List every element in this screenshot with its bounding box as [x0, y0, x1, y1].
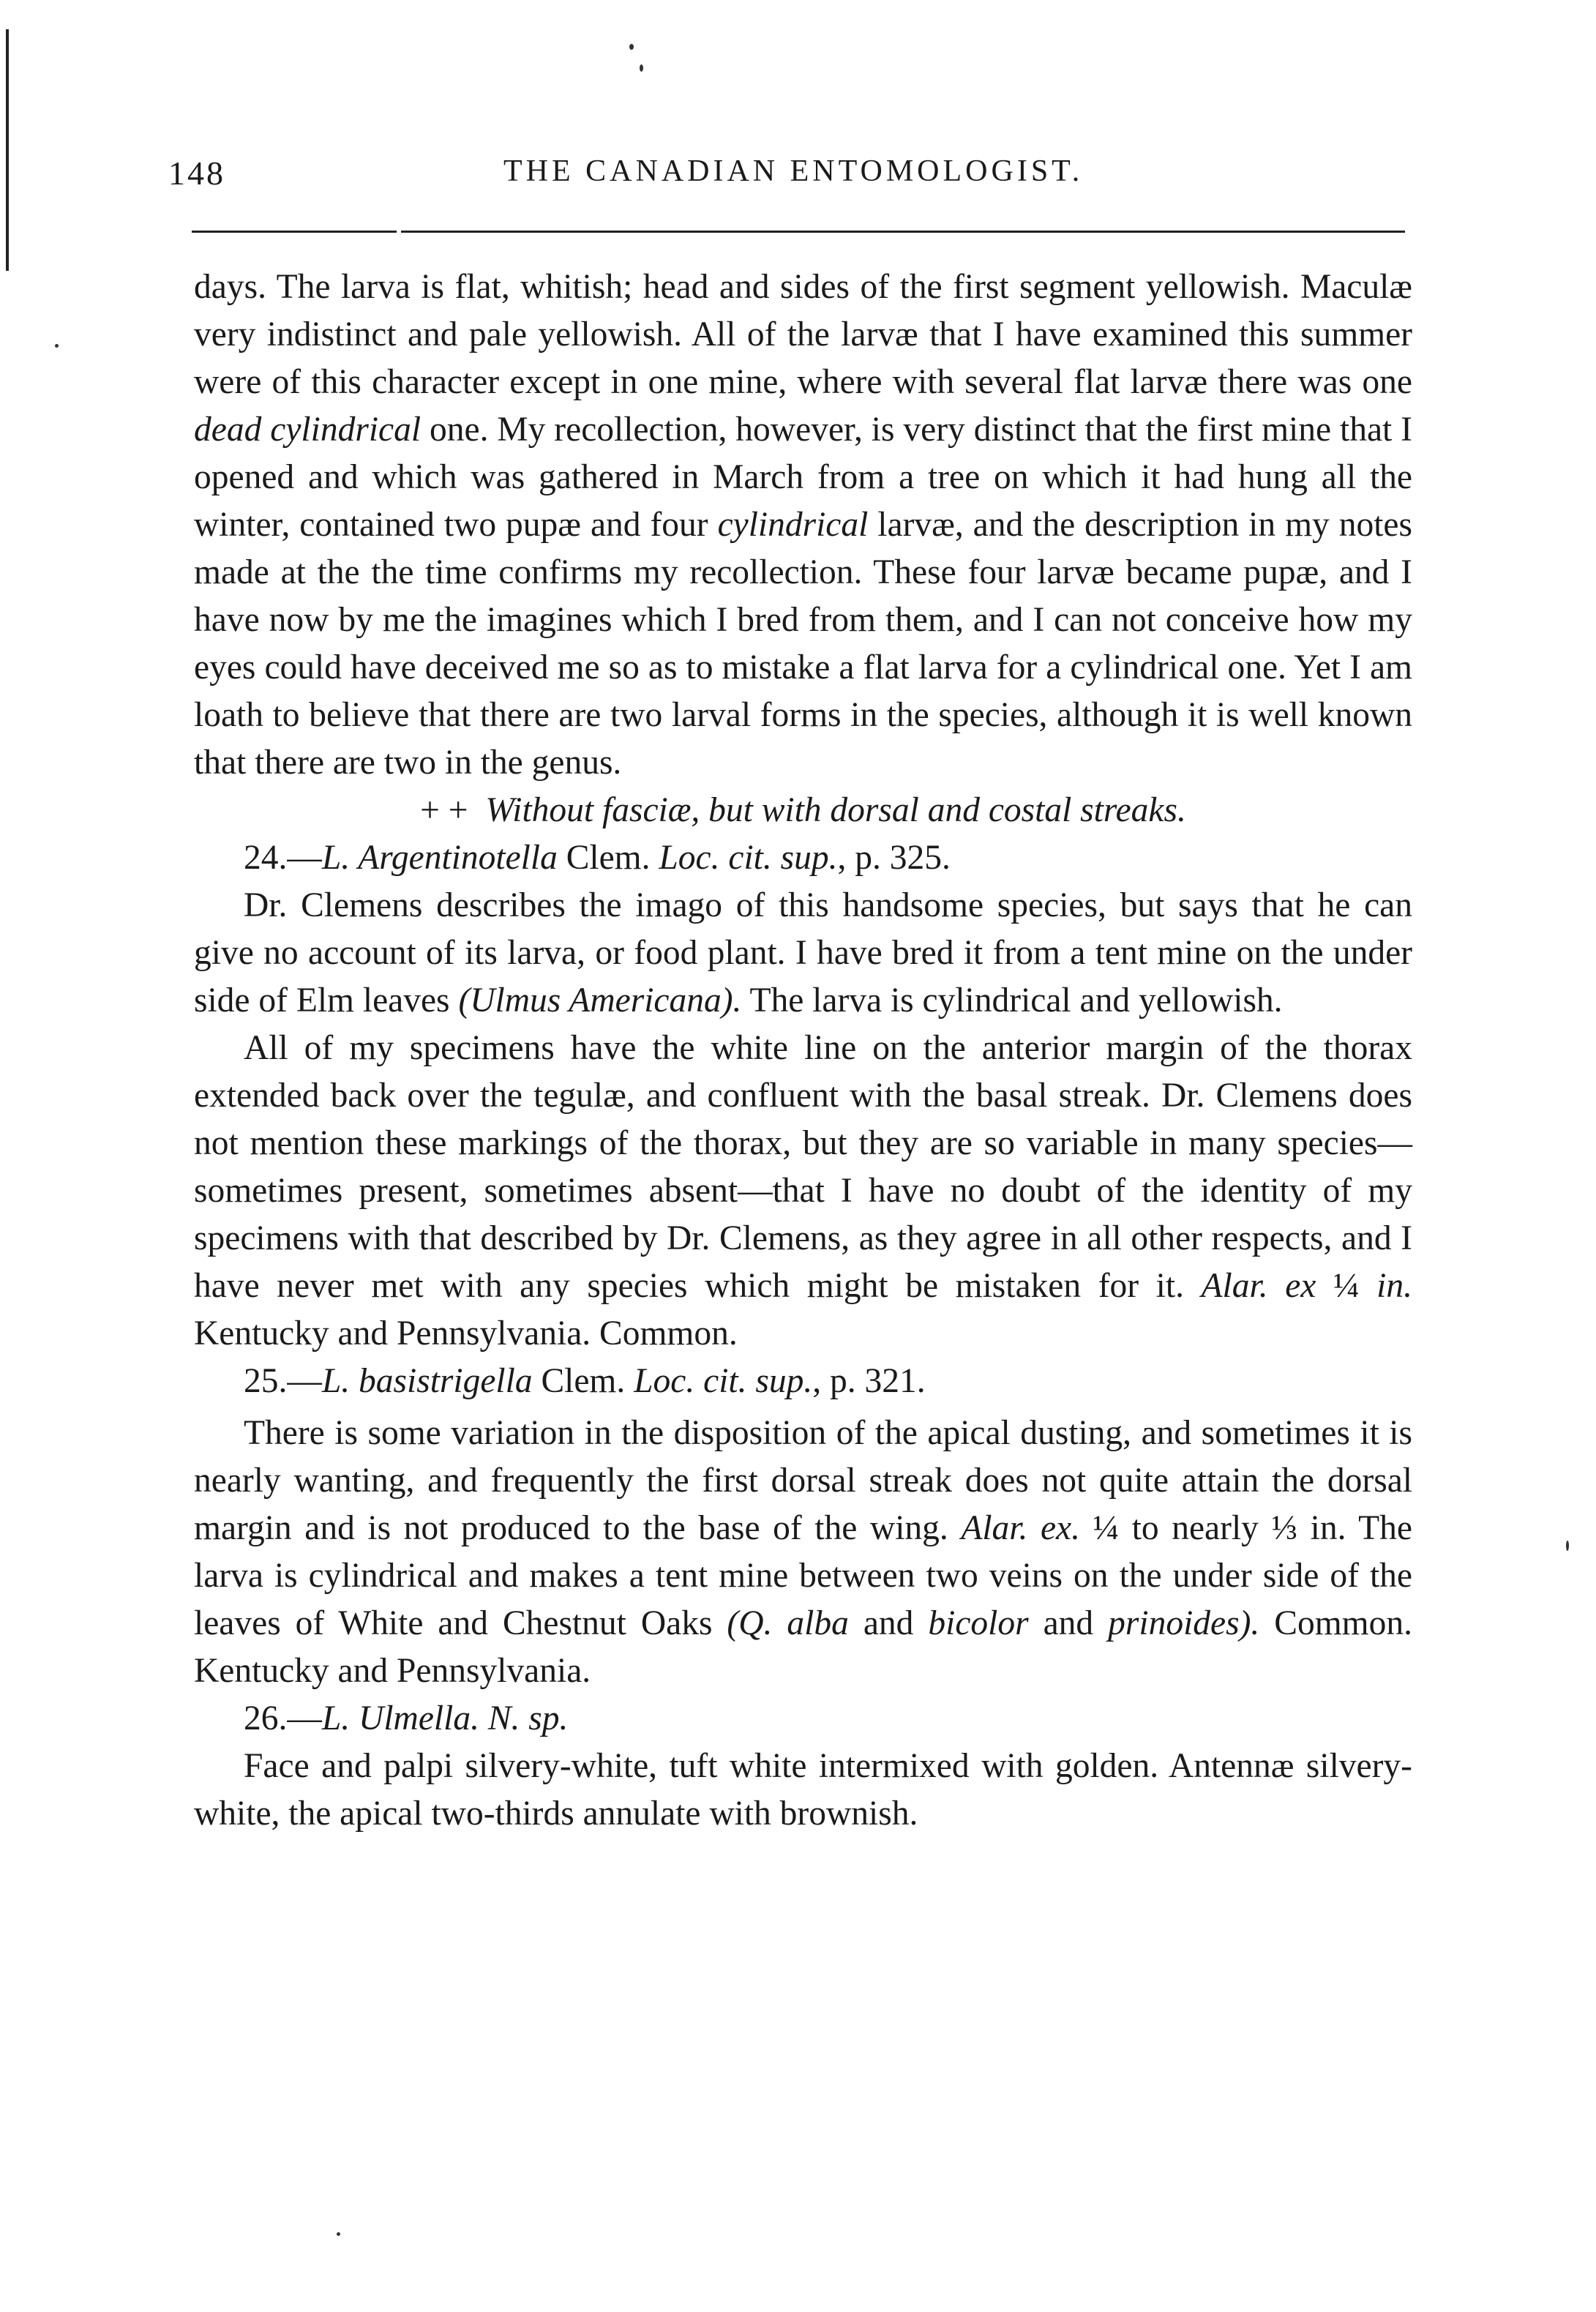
running-head — [168, 154, 1412, 198]
scan-speck — [640, 64, 643, 72]
journal-title: THE CANADIAN ENTOMOLOGIST. — [503, 154, 1084, 188]
section-marks: + + — [420, 791, 468, 829]
scan-speck — [55, 344, 59, 348]
paragraph-larva-description: days. The larva is flat, whitish; head and sides of the first segment yellowish. Maculæ very indistinct and pale yellowish. All of the larvæ that I have examined this summer were of this character except in one mine, where with several flat larvæ there was one dead cylindrical one. My recollection, however, is very distinct that the first mine that I opened and which was gathered in March from a tree on which it had hung all the winter, contained two pupæ and four cylindrical larvæ, and the description in my notes made at the the time confirms my recollection. These four larvæ became pupæ, and I have now by me the imagines which I bred from them, and I can not conceive how my eyes could have deceived me so as to mistake a flat larva for a cylindrical one. Yet I am loath to believe that there are two larval forms in the species, although it is well known that there are two in the genus. — [194, 268, 1412, 782]
scan-speck — [1566, 1541, 1569, 1551]
paragraph-26-description: Face and palpi silvery-white, tuft white intermixed with golden. Antennæ silvery-white, the apical two-thirds annulate with brownish. — [194, 1747, 1412, 1833]
scan-speck — [629, 44, 634, 50]
species-entry-24: 24.—L. Argentinotella Clem. Loc. cit. sup., p. 325. — [244, 839, 951, 877]
article-body — [194, 263, 1412, 1838]
paragraph-24-specimens: All of my specimens have the white line on the anterior margin of the thorax extended back over the tegulæ, and confluent with the basal streak. Dr. Clemens does not mention these markings of the thorax, but they are so variable in many species—sometimes present, sometimes absent—that I have no doubt of the identity of my specimens with that described by Dr. Clemens, as they agree in all other respects, and I have never met with any species which might be mistaken for it. Alar. ex ¼ in. Kentucky and Pennsylvania. Common. — [194, 1029, 1412, 1353]
page-number: 148 — [168, 154, 225, 192]
species-entry-26: 26.—L. Ulmella. N. sp. — [244, 1699, 569, 1737]
paragraph-25-variation: There is some variation in the disposition of the apical dusting, and sometimes it is nearly wanting, and frequently the first dorsal streak does not quite attain the dorsal margin and is not produced to the base of the wing. Alar. ex. ¼ to nearly ⅓ in. The larva is cylindrical and makes a tent mine between two veins on the under side of the leaves of White and Chestnut Oaks (Q. alba and bicolor and prinoides). Common. Kentucky and Pennsylvania. — [194, 1414, 1412, 1690]
species-entry-25: 25.—L. basistrigella Clem. Loc. cit. sup., p. 321. — [244, 1362, 926, 1400]
section-heading-text: Without fasciæ, but with dorsal and costal streaks. — [485, 791, 1186, 829]
paragraph-24-larva: Dr. Clemens describes the imago of this handsome species, but says that he can give no account of its larva, or food plant. I have bred it from a tent mine on the under side of Elm leaves (Ulmus Americana). The larva is cylindrical and yellowish. — [194, 886, 1412, 1020]
header-rule-right — [401, 231, 1405, 233]
section-heading — [194, 787, 1412, 834]
header-rule-left — [192, 231, 397, 233]
scan-edge-mark — [6, 29, 9, 271]
scan-speck — [337, 2232, 340, 2236]
